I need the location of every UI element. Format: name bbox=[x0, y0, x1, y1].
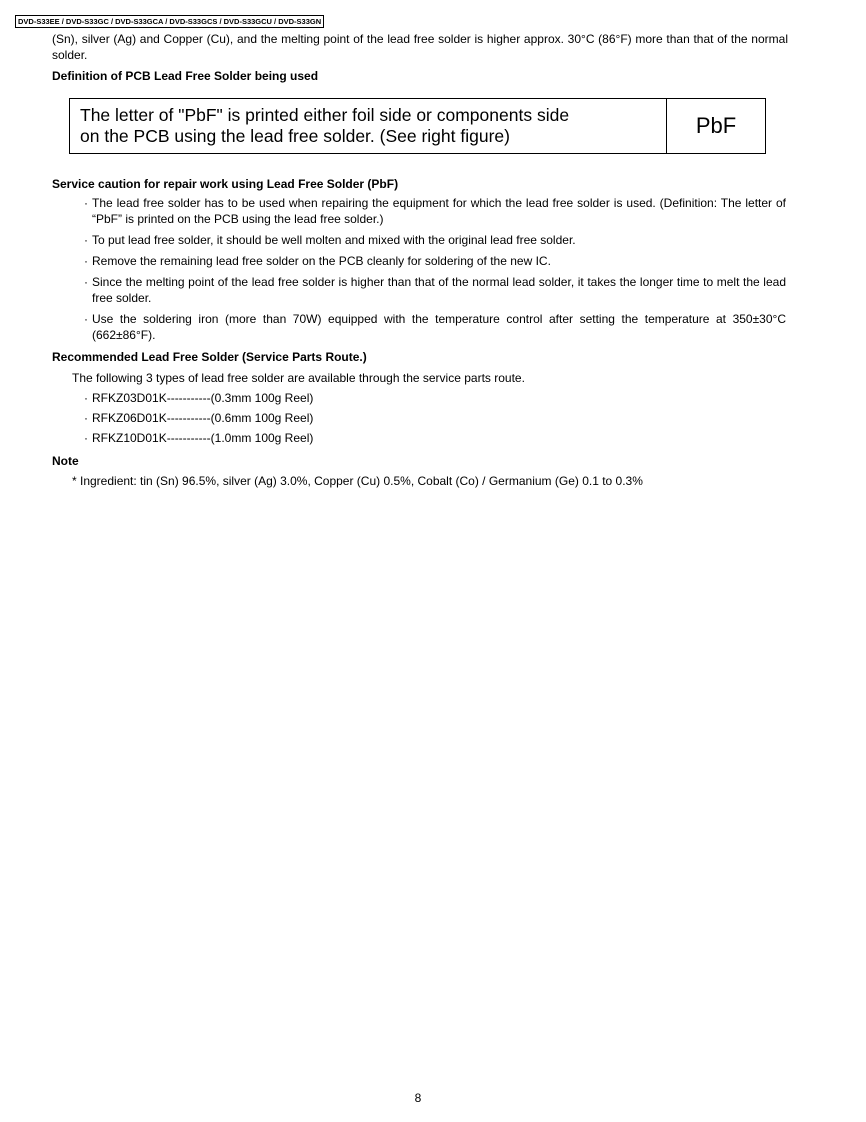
recommended-intro: The following 3 types of lead free solder are available through the service parts route. bbox=[72, 371, 525, 385]
pbf-description-line-1: The letter of "PbF" is printed either foil side or components side bbox=[80, 105, 570, 125]
model-header: DVD-S33EE / DVD-S33GC / DVD-S33GCA / DVD-S33GCS / DVD-S33GCU / DVD-S33GN bbox=[15, 15, 324, 28]
definition-heading: Definition of PCB Lead Free Solder being used bbox=[52, 69, 319, 83]
pbf-mark-cell: PbF bbox=[695, 113, 737, 138]
pbf-description-line-2: on the PCB using the lead free solder. (See right figure) bbox=[80, 126, 510, 146]
caution-item: · Use the soldering iron (more than 70W) equipped with the temperature control after setting the temperature at 350±30°C (662±86°F). bbox=[84, 311, 786, 343]
solder-part-item: · RFKZ10D01K-----------(1.0mm 100g Reel) bbox=[84, 430, 786, 446]
page-number: 8 bbox=[414, 1091, 422, 1105]
caution-item: · To put lead free solder, it should be well molten and mixed with the original lead free solder. bbox=[84, 232, 786, 248]
pbf-definition-table bbox=[69, 98, 766, 154]
intro-paragraph: (Sn), silver (Ag) and Copper (Cu), and the melting point of the lead free solder is higher approx. 30°C (86°F) more than that of the normal solder. bbox=[52, 32, 788, 62]
pbf-description-cell bbox=[70, 99, 667, 153]
recommended-heading: Recommended Lead Free Solder (Service Parts Route.) bbox=[52, 350, 367, 364]
caution-list bbox=[84, 195, 786, 348]
caution-item: · The lead free solder has to be used when repairing the equipment for which the lead free solder is used. (Definition: The letter of “PbF” is printed on the PCB using the lead free solder.) bbox=[84, 195, 786, 227]
solder-part-item: · RFKZ06D01K-----------(0.6mm 100g Reel) bbox=[84, 410, 786, 426]
solder-parts-list bbox=[84, 390, 786, 450]
caution-item: · Since the melting point of the lead free solder is higher than that of the normal lead solder, it takes the longer time to melt the lead free solder. bbox=[84, 274, 786, 306]
note-text: * Ingredient: tin (Sn) 96.5%, silver (Ag) 3.0%, Copper (Cu) 0.5%, Cobalt (Co) / Germanium (Ge) 0.1 to 0.3% bbox=[72, 474, 643, 488]
caution-item: · Remove the remaining lead free solder on the PCB cleanly for soldering of the new IC. bbox=[84, 253, 786, 269]
note-heading: Note bbox=[52, 454, 79, 468]
solder-part-item: · RFKZ03D01K-----------(0.3mm 100g Reel) bbox=[84, 390, 786, 406]
caution-heading: Service caution for repair work using Lead Free Solder (PbF) bbox=[52, 177, 399, 191]
